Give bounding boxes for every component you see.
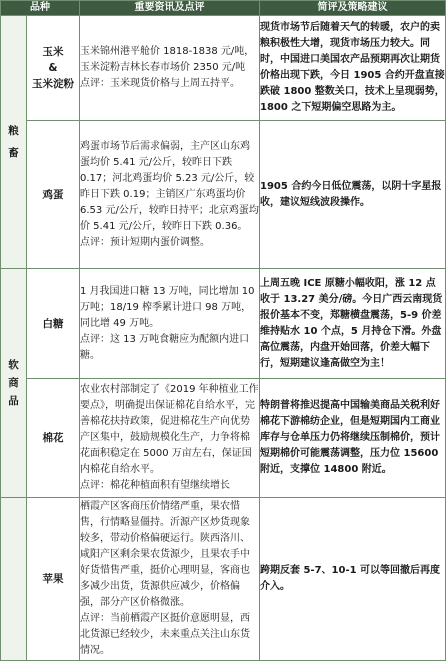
- variety-sugar: 白糖: [27, 269, 80, 379]
- header-category: 品种: [1, 1, 80, 16]
- header-info: 重要资讯及点评: [80, 1, 260, 16]
- header-review: 简评及策略建议: [260, 1, 446, 16]
- info-cotton-comment: 点评：棉花种植面积有望继续增长: [80, 480, 230, 491]
- review-apple: 跨期反套 5-7、10-1 可以等回撤后再度介入。: [260, 498, 446, 661]
- info-sugar: [80, 269, 260, 379]
- table-row: [1, 379, 446, 498]
- variety-cotton: 棉花: [27, 379, 80, 498]
- info-cotton-text: 农业农村部制定了《2019 年种植业工作要点》，明确提出保证棉花自给水平，完善棉花扶持政策，促进棉花生产向优势产区集中，鼓励规模化生产，力争将棉花面积稳定在 5000 万亩左右，保证国内棉花自给水平。: [80, 384, 259, 475]
- info-corn: [80, 16, 260, 121]
- info-egg-comment: 点评：预计短期内蛋价调整。: [80, 236, 210, 248]
- info-apple-text: 栖霞产区客商压价情绪严重，果农惜售，行情略显僵持。沂源产区炒货现象较多，带动价格偏硬运行。陕西洛川、咸阳产区剩余果农货源少，且果农手中好货惜售严重，挺价心理明显，客商也多减少出货，货源供应减少，价格偏强，部分产区价格微涨。: [80, 501, 250, 608]
- table-row: [1, 121, 446, 269]
- review-corn: 现货市场节后随着天气的转暖，农户的卖粮积极性大增，现货市场压力较大。同时，中国进口美国农产品预期再次让期货价格出现下跌，今日 1905 合约开盘直接跌破 1800 整数关口，技术上呈现弱势，1800 之下短期偏空思路为主。: [260, 16, 446, 121]
- info-cotton: [80, 379, 260, 498]
- category-grain: 粮畜: [1, 16, 27, 269]
- table-row: [1, 498, 446, 661]
- variety-egg: 鸡蛋: [27, 121, 80, 269]
- table-header-row: [1, 1, 446, 16]
- info-apple: [80, 498, 260, 661]
- info-sugar-comment: 点评：这 13 万吨食糖应为配额内进口糖。: [80, 333, 250, 361]
- variety-corn: [27, 16, 80, 121]
- info-egg-text: 鸡蛋市场节后需求偏弱，主产区山东鸡蛋均价 5.41 元/公斤，较昨日下跌 0.17；河北鸡蛋均价 5.23 元/公斤，较昨日下跌 0.19；主销区广东鸡蛋均价 6.53 元/公斤，较昨日持平；北京鸡蛋均价 5.41 元/公斤，较昨日下跌 0.36。: [80, 140, 259, 232]
- variety-corn-line2: &: [48, 62, 58, 74]
- variety-corn-line3: 玉米淀粉: [32, 78, 74, 90]
- category-apple-blank: [1, 498, 27, 661]
- review-egg: 1905 合约今日低位震荡，以阴十字星报收，建议短线波段操作。: [260, 121, 446, 269]
- table-row: [1, 269, 446, 379]
- info-corn-text: 玉米锦州港平舱价 1818-1838 元/吨，玉米淀粉吉林长春市场价 2350 元/吨: [80, 46, 255, 73]
- info-apple-comment: 点评：当前栖霞产区挺价意愿明显，西北货源已经较少，未来重点关注山东货情况。: [80, 613, 250, 656]
- info-sugar-text: 1 月我国进口糖 13 万吨，同比增加 10 万吨；18/19 榨季累计进口 98 万吨，同比增 49 万吨。: [80, 285, 255, 329]
- variety-apple: 苹果: [27, 498, 80, 661]
- info-corn-comment: 点评：玉米现货价格与上周五持平。: [80, 78, 240, 89]
- review-cotton: 特朗普将推迟提高中国输美商品关税利好棉花下游棉纺企业，但是短期国内工商业库存与仓单压力仍将继续压制棉价，预计短期棉价可能震荡调整，压力位 15600 附近，支撑位 14800 附近。: [260, 379, 446, 498]
- variety-corn-line1: 玉米: [42, 46, 64, 58]
- info-egg: [80, 121, 260, 269]
- review-sugar: 上周五晚 ICE 原糖小幅收阳，涨 12 点收于 13.27 美分/磅。今日广西云南现货报价基本不变，郑糖横盘震荡，5-9 价差维持贴水 10 个点，5 月持仓下滑。外盘高位震荡，内盘开始回落，价差大幅下行，短期建议逢高做空为主！: [260, 269, 446, 379]
- category-soft: 软商品: [1, 269, 27, 498]
- table-row: [1, 16, 446, 121]
